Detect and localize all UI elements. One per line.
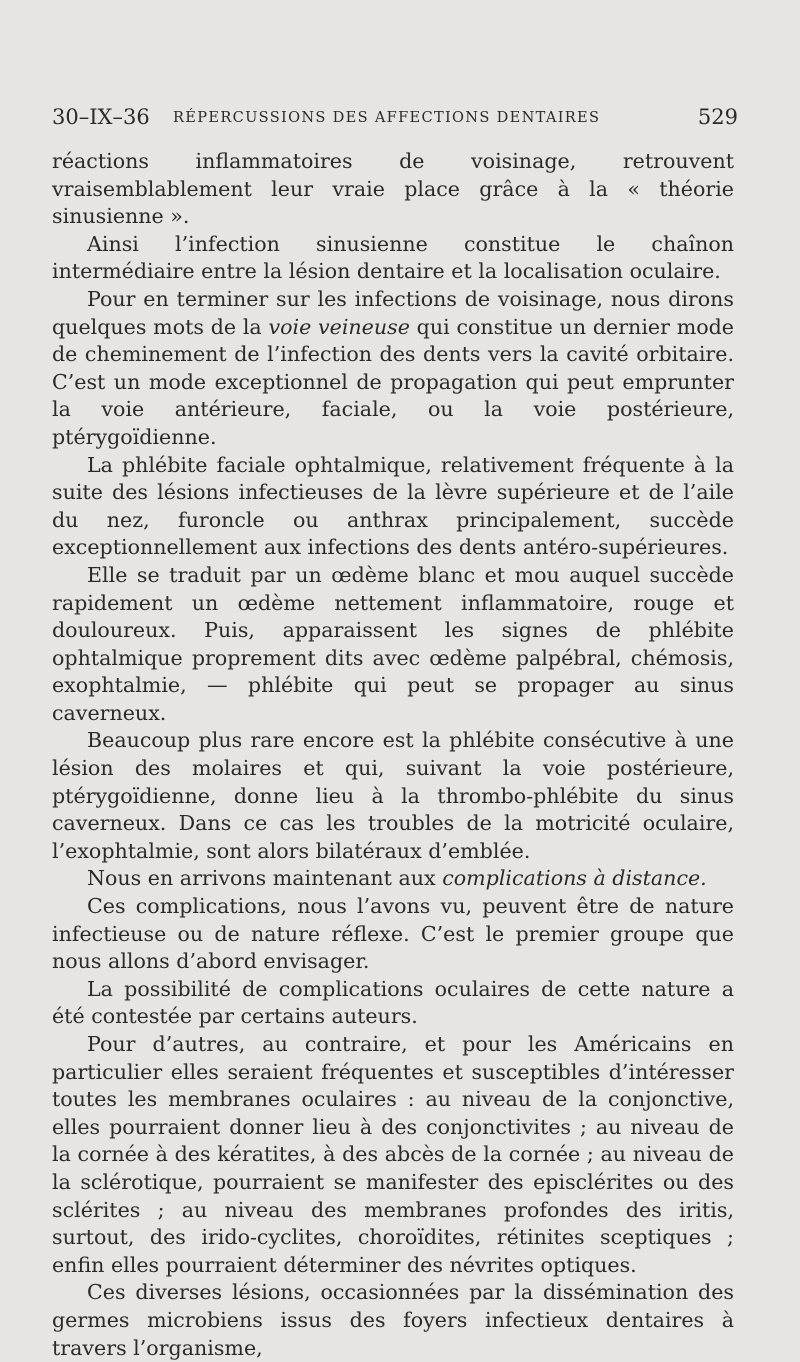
paragraph: Pour d’autres, au contraire, et pour les Américains en particulier elles seraient fréquentes et susceptibles d’intéresser toutes les membranes oculaires : au niveau de la conjonctive, elles pourraient donner lieu à des conjonctivites ; au niveau de la cornée à des kératites, à des abcès de la cornée ; au niveau de la sclérotique, pourraient se manifester des episclérites ou des sclérites ; au niveau des membranes profondes des iritis, surtout, des irido-cyclites, choroïdites, rétinites sceptiques ; enfin elles pourraient déterminer des névrites optiques.	[52, 1032, 734, 1277]
emphasis-complications: complications à distance.	[442, 866, 707, 891]
paragraph: Ces complications, nous l’avons vu, peuvent être de nature infectieuse ou de nature réflexe. C’est le premier groupe que nous allons d’abord envisager.	[52, 894, 734, 974]
paragraph: Elle se traduit par un œdème blanc et mou auquel succède rapidement un œdème nettement inflammatoire, rouge et douloureux. Puis, apparaissent les signes de phlébite ophtalmique proprement dits avec œdème palpébral, chémosis, exophtalmie, — phlébite qui peut se propager au sinus caverneux.	[52, 562, 734, 725]
running-header	[52, 102, 738, 132]
paragraph-text: Pour en terminer sur les infections de voisinage, nous dirons quelques mots de la	[52, 286, 734, 339]
paragraph: Ces diverses lésions, occasionnées par la dissémination des germes microbiens issus des foyers infectieux dentaires à travers l’organisme,	[52, 1280, 734, 1360]
paragraph: réactions inflammatoires de voisinage, retrouvent vraisemblablement leur vraie place grâce à la « théorie sinusienne ».	[52, 149, 734, 229]
paragraph: Beaucoup plus rare encore est la phlébite consécutive à une lésion des molaires et qui, suivant la voie postérieure, ptérygoïdienne, donne lieu à la thrombo-phlébite du sinus caverneux. Dans ce cas les troubles de la motricité oculaire, l’exophtalmie, sont alors bilatéraux d’emblée.	[52, 728, 734, 863]
paragraph-text: qui constitue un dernier mode de cheminement de l’infection des dents vers la cavité orbitaire. C’est un mode exceptionnel de propagation qui peut emprunter la voie antérieure, faciale, ou la voie postérieure, ptérygoïdienne.	[52, 314, 734, 449]
body-text	[52, 148, 734, 1362]
paragraph: Ainsi l’infection sinusienne constitue le chaînon intermédiaire entre la lésion dentaire et la localisation oculaire.	[52, 231, 734, 284]
emphasis-voie-veineuse: voie veineuse	[268, 314, 410, 339]
paragraph-text: Nous en arrivons maintenant aux	[87, 866, 443, 891]
paragraph: La possibilité de complications oculaires de cette nature a été contestée par certains auteurs.	[52, 976, 734, 1029]
header-date: 30–IX–36	[52, 105, 150, 129]
paragraph	[52, 286, 734, 452]
paragraph	[52, 865, 734, 893]
paragraph: La phlébite faciale ophtalmique, relativement fréquente à la suite des lésions infectieuses de la lèvre supérieure et de l’aile du nez, furoncle ou anthrax principalement, succède exceptionnellement aux infections des dents antéro-supérieures.	[52, 452, 734, 560]
header-title: RÉPERCUSSIONS DES AFFECTIONS DENTAIRES	[173, 109, 601, 126]
page-number: 529	[697, 105, 738, 129]
